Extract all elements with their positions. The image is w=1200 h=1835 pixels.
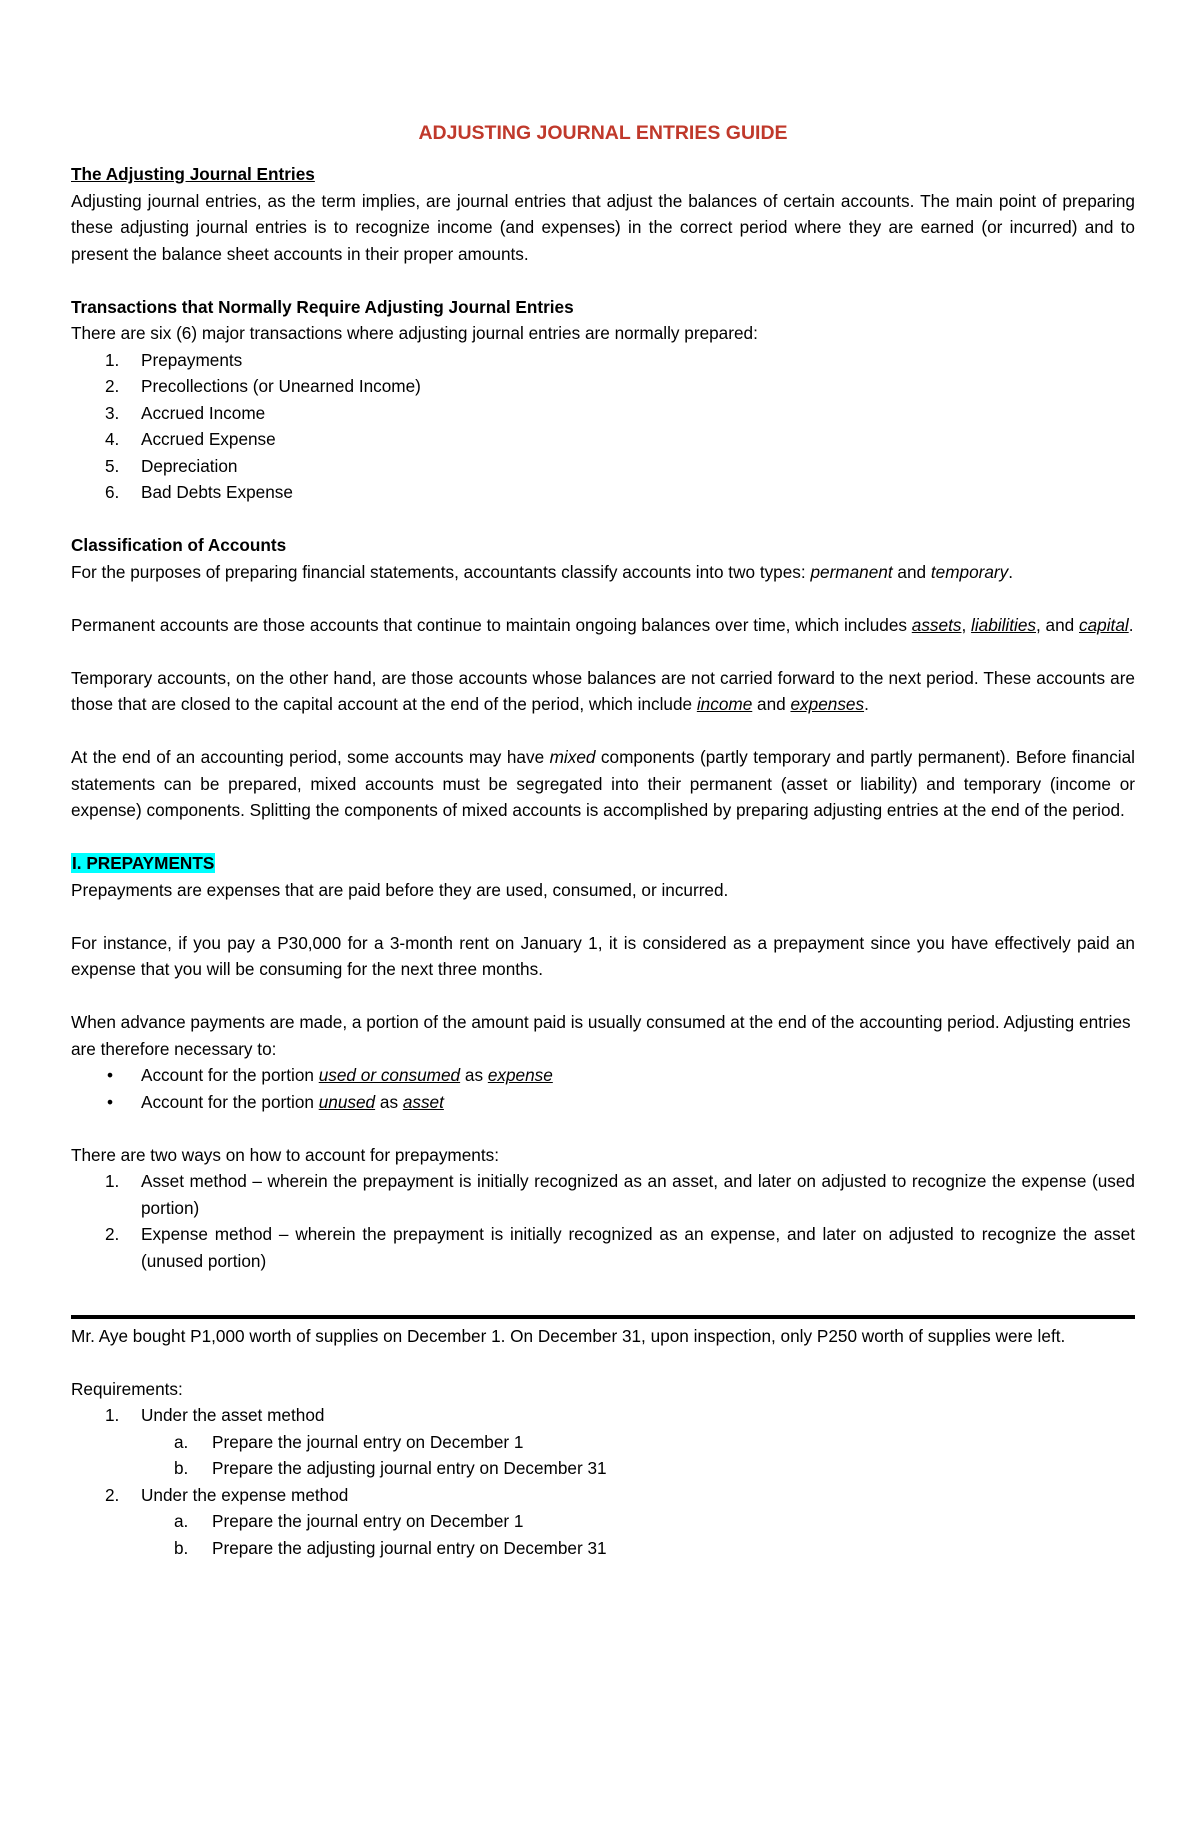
list-number: 1. <box>105 1405 120 1425</box>
list-item-text: Prepare the journal entry on December 1 <box>212 1431 524 1452</box>
list-letter: b. <box>174 1537 189 1558</box>
term-asset: asset <box>402 1091 444 1112</box>
list-item-text: Prepayments <box>141 349 243 370</box>
list-letter: b. <box>174 1458 189 1478</box>
problem-statement: Mr. Aye bought P1,000 worth of supplies on December 1. On December 31, upon inspection, only P250 worth of supplies were left. <box>71 1325 1066 1346</box>
term-capital: capital <box>1079 614 1129 635</box>
list-item <box>71 1221 1135 1274</box>
list-number: 5. <box>105 455 120 476</box>
list-number: 2. <box>105 1224 120 1244</box>
term-used-or-consumed: used or consumed <box>318 1065 461 1085</box>
list-item-text: Prepare the adjusting journal entry on December 31 <box>212 1537 607 1558</box>
bullet-item: • Account for the portion used or consumed as expense <box>71 1062 1135 1089</box>
list-number: 2. <box>105 376 120 396</box>
adjusting-purpose-list <box>71 1062 1135 1115</box>
list-item <box>71 1455 1135 1482</box>
list-number: 3. <box>105 402 120 423</box>
list-item-text: Prepare the journal entry on December 1 <box>212 1511 524 1531</box>
list-item-text: Precollections (or Unearned Income) <box>141 376 421 396</box>
requirements-list <box>71 1482 1135 1509</box>
term-unused: unused <box>318 1091 376 1112</box>
list-number: 6. <box>105 482 120 502</box>
bullet-icon: • <box>107 1065 114 1085</box>
list-item-text: Expense method – wherein the prepayment is initially recognized as an expense, and later on adjusted to recognize the asset (unused portion) <box>141 1224 1135 1271</box>
list-item-text: Depreciation <box>141 455 238 476</box>
paragraph-advance-payments: When advance payments are made, a portion of the amount paid is usually consumed at the end of the accounting period. Adjusting entries are therefore necessary to: <box>71 1012 1131 1059</box>
list-item-text: Accrued Income <box>141 402 266 423</box>
bullet-icon: • <box>107 1091 114 1112</box>
list-item <box>71 453 1135 480</box>
list-item <box>71 1535 1135 1562</box>
list-item-text: Prepare the adjusting journal entry on December 31 <box>212 1458 607 1478</box>
section-heading-prepayments <box>71 850 1135 877</box>
list-item-text: Under the expense method <box>141 1484 349 1505</box>
paragraph-permanent-accounts: Permanent accounts are those accounts that continue to maintain ongoing balances over time, which includes assets, liabilities, and capital. <box>71 614 1134 635</box>
list-letter: a. <box>174 1511 189 1531</box>
term-permanent: permanent <box>810 561 893 582</box>
list-item <box>71 1429 1135 1456</box>
requirements-sublist <box>71 1429 1135 1482</box>
bullet-item: • Account for the portion unused as asset <box>71 1089 1135 1116</box>
paragraph-adjusting-entries: Adjusting journal entries, as the term implies, are journal entries that adjust the balances of certain accounts. The main point of preparing these adjusting journal entries is to recognize income (and expenses) in the correct period where they are earned (or incurred) and to present the balance sheet accounts in their proper amounts. <box>71 190 1135 264</box>
paragraph-transactions-intro: There are six (6) major transactions where adjusting journal entries are normally prepared: <box>71 323 758 343</box>
paragraph-methods-intro: There are two ways on how to account for prepayments: <box>71 1144 499 1165</box>
list-item <box>71 373 1135 400</box>
methods-list <box>71 1168 1135 1274</box>
term-mixed: mixed <box>549 747 596 767</box>
list-number: 1. <box>105 349 120 370</box>
list-item <box>71 1402 1135 1429</box>
paragraph-mixed-accounts: At the end of an accounting period, some accounts may have mixed components (partly temporary and partly permanent). Before financial statements can be prepared, mixed accounts must be segregated into their permanent (asset or liability) and temporary (income or expense) components. Splitting the components of mixed accounts is accomplished by preparing adjusting entries at the end of the period. <box>71 747 1135 820</box>
term-liabilities: liabilities <box>971 614 1036 635</box>
term-assets: assets <box>911 614 962 635</box>
list-item <box>71 479 1135 506</box>
document-title: ADJUSTING JOURNAL ENTRIES GUIDE <box>418 122 788 144</box>
list-item <box>71 1482 1135 1509</box>
list-item-text: Bad Debts Expense <box>141 482 293 502</box>
horizontal-rule <box>71 1315 1135 1319</box>
list-number: 2. <box>105 1484 120 1505</box>
highlighted-heading: I. PREPAYMENTS <box>72 853 215 873</box>
list-item-text: Under the asset method <box>141 1405 325 1425</box>
requirements-sublist <box>71 1508 1135 1561</box>
term-expenses: expenses <box>790 694 865 714</box>
term-temporary: temporary <box>930 561 1009 582</box>
transactions-list <box>71 347 1135 506</box>
requirements-list <box>71 1402 1135 1429</box>
requirements-label: Requirements: <box>71 1378 183 1399</box>
list-item <box>71 426 1135 453</box>
list-letter: a. <box>174 1431 189 1452</box>
list-item <box>71 400 1135 427</box>
paragraph-prepayments-example: For instance, if you pay a P30,000 for a 3-month rent on January 1, it is considered as a prepayment since you have effectively paid an expense that you will be consuming for the next three months. <box>71 932 1135 979</box>
section-heading-classification: Classification of Accounts <box>71 535 287 555</box>
paragraph-temporary-accounts: Temporary accounts, on the other hand, are those accounts whose balances are not carried forward to the next period. These accounts are those that are closed to the capital account at the end of the period, which include income and expenses. <box>71 667 1135 714</box>
term-expense: expense <box>487 1065 553 1085</box>
list-number: 4. <box>105 429 120 449</box>
paragraph-prepayments-definition: Prepayments are expenses that are paid before they are used, consumed, or incurred. <box>71 879 729 900</box>
section-heading-adjusting-entries: The Adjusting Journal Entries <box>71 164 315 184</box>
list-item <box>71 1168 1135 1221</box>
list-item <box>71 347 1135 374</box>
list-item-text: Asset method – wherein the prepayment is initially recognized as an asset, and later on adjusted to recognize the expense (used portion) <box>141 1171 1135 1218</box>
list-item-text: Accrued Expense <box>141 429 276 449</box>
section-heading-transactions: Transactions that Normally Require Adjusting Journal Entries <box>71 296 574 317</box>
list-item <box>71 1508 1135 1535</box>
list-number: 1. <box>105 1171 120 1191</box>
term-income: income <box>696 694 753 714</box>
paragraph-classification: For the purposes of preparing financial statements, accountants classify accounts into two types: permanent and temporary. <box>71 561 1014 582</box>
document-content <box>71 118 1135 1561</box>
